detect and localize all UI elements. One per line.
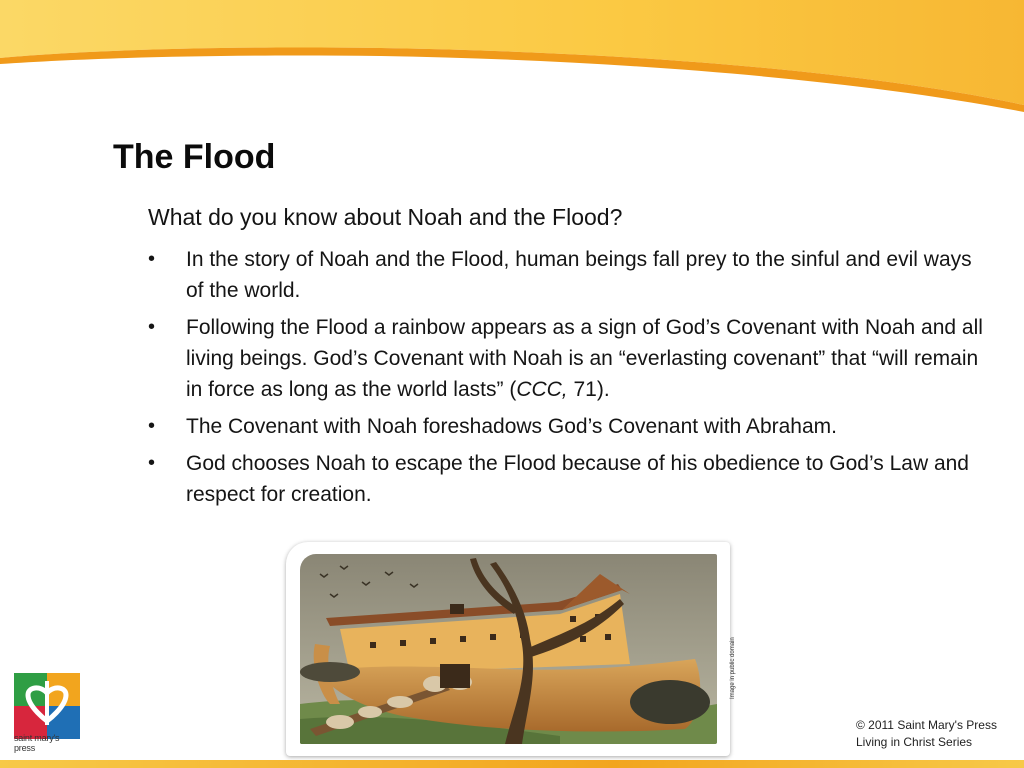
series-text: Living in Christ Series: [856, 735, 973, 749]
bullet-list: [148, 244, 988, 516]
bullet-text: In the story of Noah and the Flood, human beings fall prey to the sinful and evil ways of the world.: [186, 248, 972, 302]
bullet-marker: •: [148, 248, 156, 270]
bullet-item: [148, 244, 988, 306]
bullet-marker: •: [148, 316, 156, 338]
bullet-item: [148, 312, 988, 405]
copyright-text: © 2011 Saint Mary's Press: [856, 718, 997, 732]
footer-band-decoration: [0, 760, 1024, 768]
bullet-text: Following the Flood a rainbow appears as a sign of God’s Covenant with Noah and all living beings. God’s Covenant with Noah is an “everlasting covenant” that “will remain in force as long as the world lasts” (: [186, 316, 983, 401]
bullet-citation-italic: CCC,: [516, 378, 568, 401]
slide-question: What do you know about Noah and the Flood?: [148, 204, 623, 230]
header-wave-decoration: [0, 0, 1024, 120]
bullet-text: The Covenant with Noah foreshadows God’s Covenant with Abraham.: [186, 415, 837, 438]
bullet-marker: •: [148, 415, 156, 437]
image-credit-text: Image in public domain: [730, 637, 736, 699]
noahs-ark-painting: [300, 554, 717, 744]
footer-copyright: [856, 717, 997, 751]
bullet-item: [148, 411, 988, 442]
bullet-citation-tail: 71).: [567, 378, 610, 401]
ark-painting-frame: [286, 542, 730, 756]
bullet-item: [148, 448, 988, 510]
logo-wordmark: saint mary's press: [14, 733, 60, 753]
bullet-text: God chooses Noah to escape the Flood because of his obedience to God’s Law and respect for creation.: [186, 452, 969, 506]
image-credit: [727, 622, 739, 702]
bullet-marker: •: [148, 452, 156, 474]
slide-title: The Flood: [113, 138, 276, 176]
